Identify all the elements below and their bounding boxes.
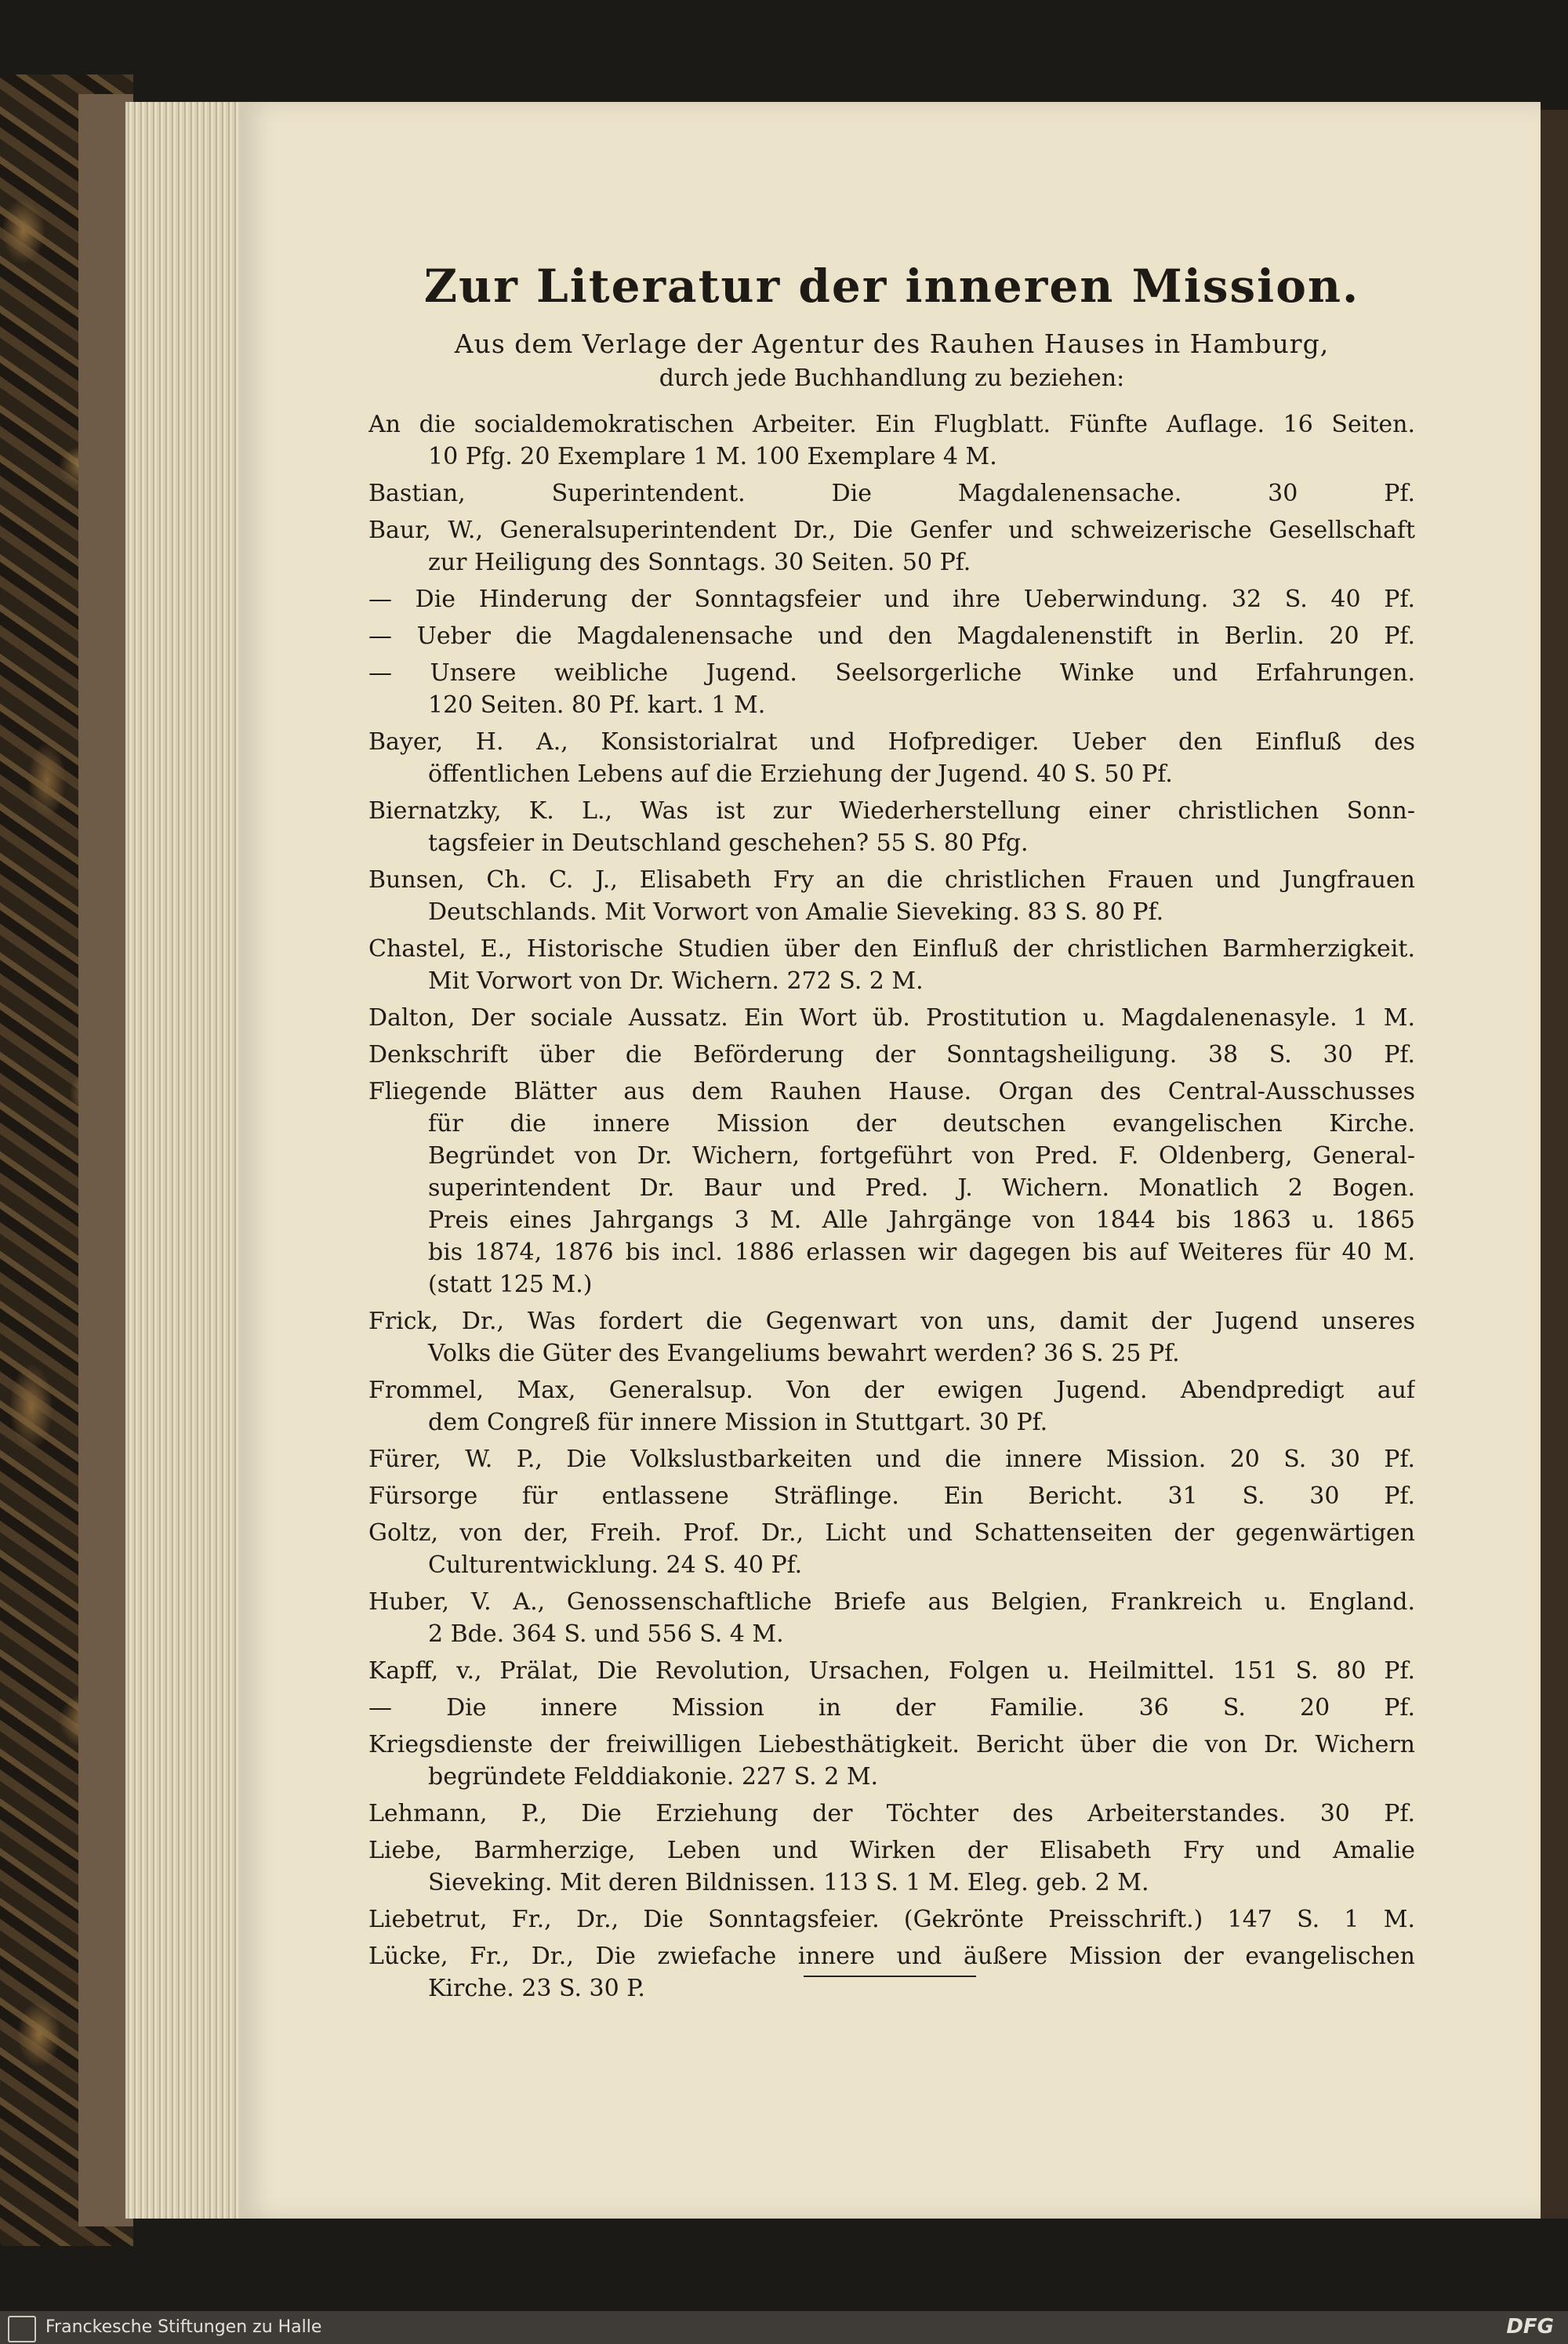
entry-heading-line: Frommel, Max, Generalsup. Von der ewigen Jugend. Abendpredigt auf: [368, 1377, 1415, 1404]
entry-continuation-line: tagsfeier in Deutschland geschehen? 55 S. 80 Pfg.: [428, 829, 1029, 857]
entry-continuation-line: Begründet von Dr. Wichern, fortgeführt von Pred. F. Oldenberg, General-: [428, 1142, 1415, 1170]
catalogue-entry: [368, 1729, 1415, 1793]
entry-heading-line: Liebe, Barmherzige, Leben und Wirken der Elisabeth Fry und Amalie: [368, 1837, 1415, 1864]
distribution-line: durch jede Buchhandlung zu beziehen:: [659, 365, 1125, 392]
entry-continuation-line: 10 Pfg. 20 Exemplare 1 M. 100 Exemplare 4 M.: [428, 443, 997, 470]
entry-heading-line: Lehmann, P., Die Erziehung der Töchter des Arbeiterstandes. 30 Pf.: [368, 1800, 1415, 1827]
catalogue-entry: [368, 1480, 1415, 1512]
catalogue-entry: [368, 1586, 1415, 1650]
page-title: Zur Literatur der inneren Mission.: [423, 259, 1360, 313]
entry-continuation-line: zur Heiligung des Sonntags. 30 Seiten. 50 Pf.: [428, 549, 971, 576]
closing-rule: [804, 1976, 976, 1977]
entry-continuation-line: Preis eines Jahrgangs 3 M. Alle Jahrgänge von 1844 bis 1863 u. 1865: [428, 1206, 1415, 1234]
entry-continuation-line: Sieveking. Mit deren Bildnissen. 113 S. 1 M. Eleg. geb. 2 M.: [428, 1869, 1149, 1896]
entry-heading-line: An die socialdemokratischen Arbeiter. Ein Flugblatt. Fünfte Auflage. 16 Seiten.: [368, 411, 1415, 438]
entry-heading-line: Baur, W., Generalsuperintendent Dr., Die Genfer und schweizerische Gesellschaft: [368, 517, 1415, 544]
catalogue-entry: [368, 1443, 1415, 1475]
entry-heading-line: Frick, Dr., Was fordert die Gegenwart von uns, damit der Jugend unseres: [368, 1308, 1415, 1335]
page-content: [368, 259, 1415, 2005]
entry-continuation-line: (statt 125 M.): [428, 1271, 593, 1298]
entry-heading-line: Biernatzky, K. L., Was ist zur Wiederherstellung einer christlichen Sonn-: [368, 797, 1415, 825]
entry-continuation-line: Kirche. 23 S. 30 P.: [428, 1975, 645, 2002]
entry-continuation-line: 2 Bde. 364 S. und 556 S. 4 M.: [428, 1620, 784, 1648]
catalogue-entry: [368, 1903, 1415, 1936]
publisher-line: Aus dem Verlage der Agentur des Rauhen Hauses in Hamburg,: [454, 328, 1330, 359]
entry-heading-line: Chastel, E., Historische Studien über den Einfluß der christlichen Barmherzigkeit.: [368, 935, 1415, 963]
entry-continuation-line: Mit Vorwort von Dr. Wichern. 272 S. 2 M.: [428, 967, 924, 995]
catalogue-entry: [368, 1940, 1415, 2005]
entry-continuation-line: bis 1874, 1876 bis incl. 1886 erlassen wir dagegen bis auf Weiteres für 40 M.: [428, 1239, 1415, 1266]
entry-heading-line: Bunsen, Ch. C. J., Elisabeth Fry an die christlichen Frauen und Jungfrauen: [368, 866, 1415, 894]
entry-heading-line: — Ueber die Magdalenensache und den Magdalenenstift in Berlin. 20 Pf.: [368, 622, 1415, 650]
catalogue-entry: [368, 477, 1415, 510]
catalogue-entry: [368, 1002, 1415, 1034]
entry-heading-line: Liebetrut, Fr., Dr., Die Sonntagsfeier. (Gekrönte Preisschrift.) 147 S. 1 M.: [368, 1906, 1415, 1933]
library-name: Franckesche Stiftungen zu Halle: [45, 2317, 322, 2337]
entry-heading-line: Lücke, Fr., Dr., Die zwiefache innere und äußere Mission der evangelischen: [368, 1943, 1415, 1970]
footer-bar: [0, 2311, 1568, 2344]
entry-heading-line: — Unsere weibliche Jugend. Seelsorgerliche Winke und Erfahrungen.: [368, 659, 1415, 687]
catalogue-entry: [368, 583, 1415, 615]
right-page-edge: [1541, 110, 1568, 2219]
entry-heading-line: Huber, V. A., Genossenschaftliche Briefe aus Belgien, Frankreich u. England.: [368, 1588, 1415, 1616]
catalogue-entry: [368, 1655, 1415, 1687]
catalogue-list: [368, 408, 1415, 2005]
entry-heading-line: Fliegende Blätter aus dem Rauhen Hause. Organ des Central-Ausschusses: [368, 1078, 1415, 1105]
catalogue-entry: [368, 1692, 1415, 1724]
entry-heading-line: Bastian, Superintendent. Die Magdalenensache. 30 Pf.: [368, 480, 1415, 507]
entry-heading-line: Fürsorge für entlassene Sträflinge. Ein Bericht. 31 S. 30 Pf.: [368, 1482, 1415, 1510]
entry-continuation-line: Volks die Güter des Evangeliums bewahrt werden? 36 S. 25 Pf.: [428, 1340, 1180, 1367]
entry-continuation-line: öffentlichen Lebens auf die Erziehung der Jugend. 40 S. 50 Pf.: [428, 760, 1173, 788]
entry-heading-line: Kriegsdienste der freiwilligen Liebesthätigkeit. Bericht über die von Dr. Wichern: [368, 1731, 1415, 1758]
entry-continuation-line: dem Congreß für innere Mission in Stuttgart. 30 Pf.: [428, 1409, 1048, 1436]
entry-heading-line: Kapff, v., Prälat, Die Revolution, Ursachen, Folgen u. Heilmittel. 151 S. 80 Pf.: [368, 1657, 1415, 1685]
library-logo-icon: [8, 2316, 36, 2342]
entry-continuation-line: Deutschlands. Mit Vorwort von Amalie Sieveking. 83 S. 80 Pf.: [428, 898, 1164, 926]
catalogue-entry: [368, 1798, 1415, 1830]
entry-heading-line: Fürer, W. P., Die Volkslustbarkeiten und die innere Mission. 20 S. 30 Pf.: [368, 1446, 1415, 1473]
entry-continuation-line: Culturentwicklung. 24 S. 40 Pf.: [428, 1551, 803, 1579]
entry-continuation-line: 120 Seiten. 80 Pf. kart. 1 M.: [428, 691, 766, 719]
catalogue-entry: [368, 1039, 1415, 1071]
catalogue-entry: [368, 795, 1415, 859]
catalogue-entry: [368, 726, 1415, 790]
entry-continuation-line: superintendent Dr. Baur und Pred. J. Wichern. Monatlich 2 Bogen.: [428, 1174, 1415, 1202]
page-edges: [125, 102, 243, 2219]
entry-heading-line: Denkschrift über die Beförderung der Sonntagsheiligung. 38 S. 30 Pf.: [368, 1041, 1415, 1069]
entry-heading-line: — Die innere Mission in der Familie. 36 S. 20 Pf.: [368, 1694, 1415, 1722]
catalogue-entry: [368, 514, 1415, 579]
catalogue-entry: [368, 864, 1415, 928]
entry-heading-line: Dalton, Der sociale Aussatz. Ein Wort üb. Prostitution u. Magdalenenasyle. 1 M.: [368, 1004, 1415, 1032]
catalogue-entry: [368, 1374, 1415, 1439]
entry-heading-line: — Die Hinderung der Sonntagsfeier und ihre Ueberwindung. 32 S. 40 Pf.: [368, 586, 1415, 613]
catalogue-entry: [368, 1305, 1415, 1370]
catalogue-entry: [368, 933, 1415, 997]
dfg-logo: DFG: [1506, 2315, 1554, 2339]
entry-heading-line: Goltz, von der, Freih. Prof. Dr., Licht und Schattenseiten der gegenwärtigen: [368, 1519, 1415, 1547]
catalogue-entry: [368, 1076, 1415, 1301]
catalogue-entry: [368, 657, 1415, 721]
catalogue-entry: [368, 1517, 1415, 1581]
entry-continuation-line: begründete Felddiakonie. 227 S. 2 M.: [428, 1763, 879, 1791]
catalogue-entry: [368, 620, 1415, 652]
entry-continuation-line: für die innere Mission der deutschen evangelischen Kirche.: [428, 1110, 1415, 1138]
catalogue-entry: [368, 408, 1415, 473]
catalogue-entry: [368, 1834, 1415, 1899]
entry-heading-line: Bayer, H. A., Konsistorialrat und Hofprediger. Ueber den Einfluß des: [368, 728, 1415, 756]
